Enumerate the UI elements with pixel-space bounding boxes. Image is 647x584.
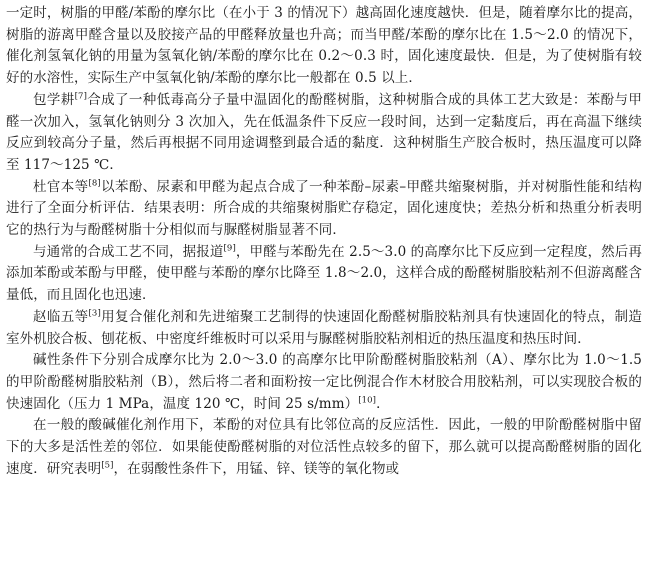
paragraph [6,177,642,242]
citation-ref: [9] [223,243,236,254]
paragraph-text: 用复合催化剂和先进缩聚工艺制得的快速固化酚醛树脂胶粘剂具有快速固化的特点，制造室外机胶合板、刨花板、中密度纤维板时可以采用与脲醛树脂胶粘剂相近的热压温度和热压时间． [6,308,642,347]
citation-ref: [5] [101,460,114,471]
citation-ref: [8] [88,178,101,189]
citation-ref: [3] [88,308,101,319]
paragraph-text: 赵临五等 [33,308,89,325]
paragraph-text: 包学耕 [33,91,75,108]
paragraph-text: ． [376,395,390,412]
paragraph [6,3,642,90]
paragraph-text: 合成了一种低毒高分子量中温固化的酚醛树脂，这种树脂合成的具体工艺大致是：苯酚与甲醛一次加入，氢氧化钠则分 3 次加入，先在低温条件下反应一段时间，达到一定黏度后，再在高温下继续反应到较高分子量，然后再根据不同用途调整到最合适的黏度．这种树脂生产胶合板时，热压温度可以降至 117～125 ℃． [6,91,643,173]
paragraph-text: 一定时，树脂的甲醛/苯酚的摩尔比（在小于 3 的情况下）越高固化速度越快．但是，随着摩尔比的提高，树脂的游离甲醛含量以及胶接产品的甲醛释放量也升高；而当甲醛/苯酚的摩尔比在 1.5～2.0 的情况下，催化剂氢氧化钠的用量为氢氧化钠/苯酚的摩尔比在 0.2～0.3 时，固化速度最快．但是，为了使树脂有较好的水溶性，实际生产中氢氧化钠/苯酚的摩尔比一般都在 0.5 以上． [6,5,642,87]
paragraph-text: 以苯酚、尿素和甲醛为起点合成了一种苯酚–尿素–甲醛共缩聚树脂，并对树脂性能和结构进行了全面分析评估．结果表明：所合成的共缩聚树脂贮存稳定，固化速度快；差热分析和热重分析表明它的热行为与酚醛树脂十分相似而与脲醛树脂显著不同． [6,178,642,239]
paragraph-text: 碱性条件下分别合成摩尔比为 2.0～3.0 的高摩尔比甲阶酚醛树脂胶粘剂（A）、摩尔比为 1.0～1.5 的甲阶酚醛树脂胶粘剂（B），然后将二者和面粉按一定比例混合作木材胶合用胶粘剂，可以实现胶合板的快速固化（压力 1 MPa，温度 120 ℃，时间 25 s/mm） [6,352,642,412]
paragraph-text: ，甲醛与苯酚先在 2.5～3.0 的高摩尔比下反应到一定程度，然后再添加苯酚或苯酚与甲醛，使甲醛与苯酚的摩尔比降至 1.8～2.0，这样合成的酚醛树脂胶粘剂不但游离醛含量低，而且固化也迅速． [6,243,643,304]
paragraph-text: 与通常的合成工艺不同，据报道 [33,243,224,260]
citation-ref: [7] [74,91,87,102]
citation-ref: [10] [358,395,377,406]
paragraph [6,242,642,307]
paragraph [6,90,642,177]
document-page [6,3,642,480]
paragraph [6,415,642,480]
paragraph-text: 在一般的酸碱催化剂作用下，苯酚的对位具有比邻位高的反应活性．因此，一般的甲阶酚醛树脂中留下的大多是活性差的邻位．如果能使酚醛树脂的对位活性点较多的留下，那么就可以提高酚醛树脂的固化速度．研究表明 [6,417,642,477]
paragraph-text: 杜官本等 [33,178,89,195]
paragraph [6,350,642,415]
paragraph [6,307,642,350]
paragraph-text: ，在弱酸性条件下，用锰、锌、镁等的氧化物或 [113,460,400,477]
